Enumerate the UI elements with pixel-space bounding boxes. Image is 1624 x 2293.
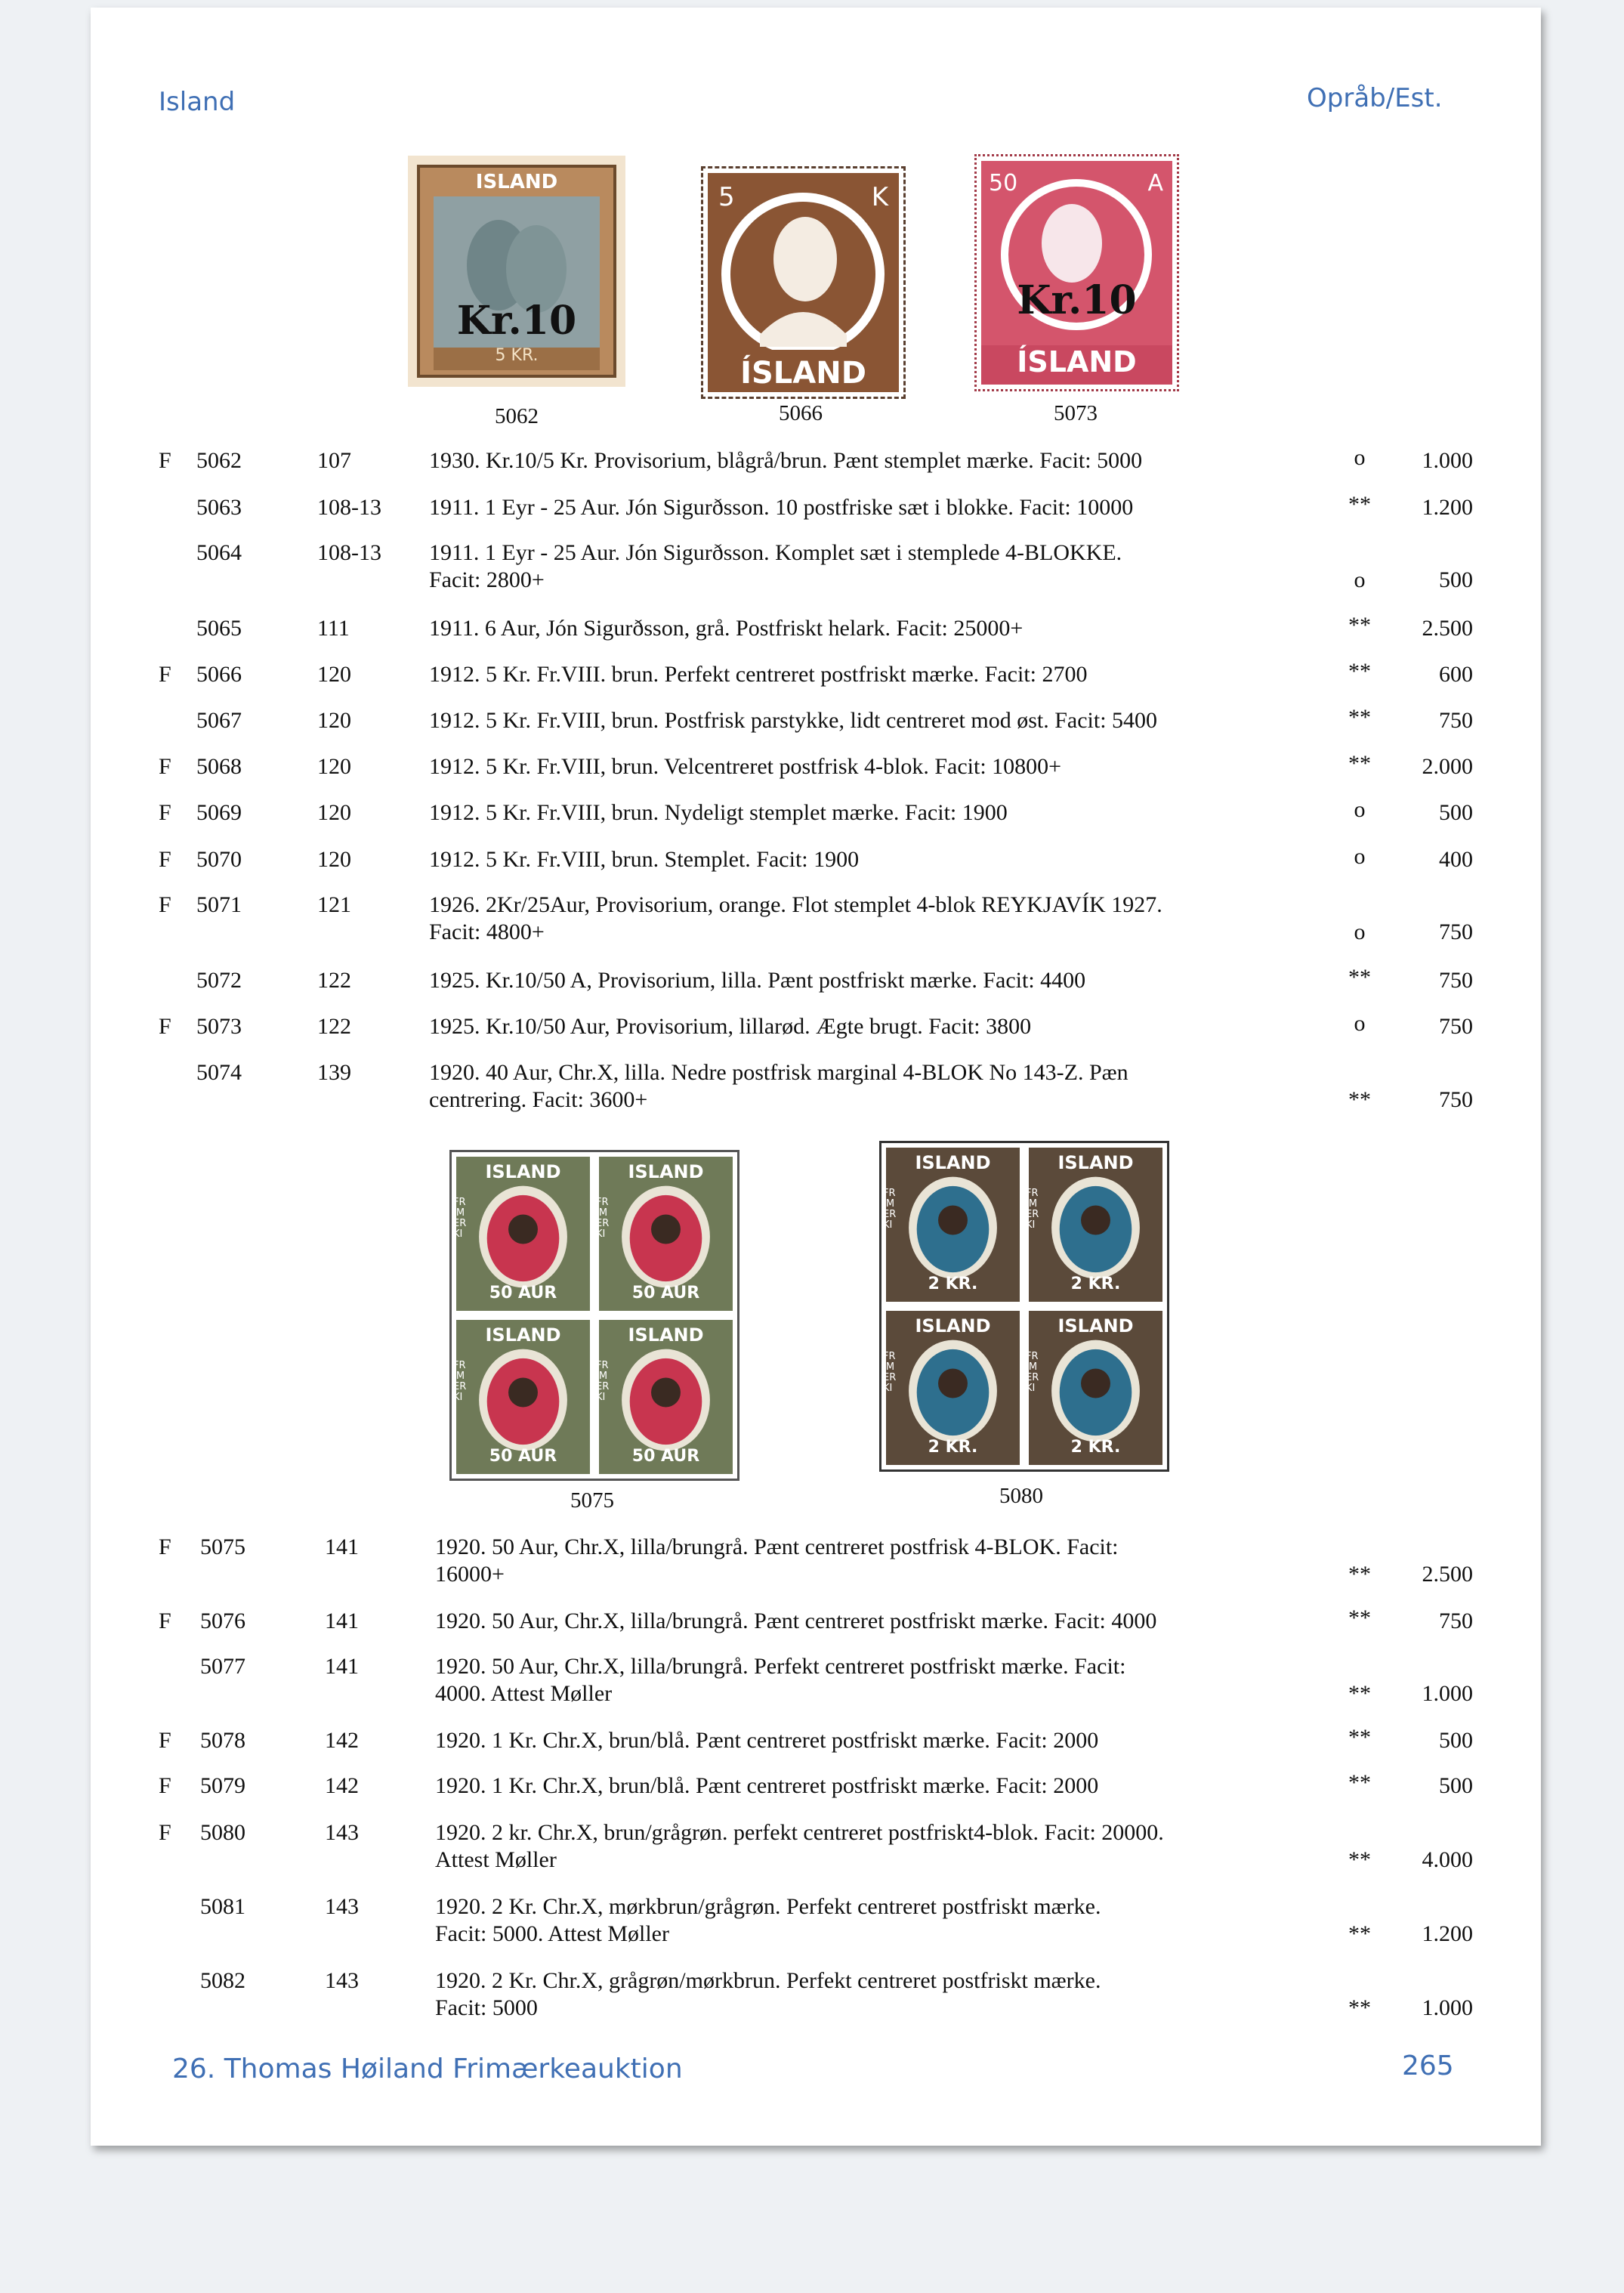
lot-number: 5075 <box>200 1534 245 1559</box>
lot-number: 5070 <box>196 847 242 872</box>
block-stamp-side-text: FRIMERKI <box>883 1188 897 1231</box>
lot-illustrated-flag: F <box>159 1773 171 1798</box>
lot-price: 2.500 <box>1422 616 1473 641</box>
lot-price: 750 <box>1439 1087 1473 1112</box>
lot-price: 1.200 <box>1422 1921 1473 1946</box>
lot-price: 750 <box>1439 968 1473 993</box>
lot-catalog-ref: 120 <box>317 662 351 687</box>
lot-number: 5077 <box>200 1654 245 1679</box>
lot-description: 1920. 1 Kr. Chr.X, brun/blå. Pænt centreret postfriskt mærke. Facit: 2000 <box>435 1728 1099 1753</box>
block-stamp-side-text: FRIMERKI <box>1026 1351 1039 1394</box>
lot-price: 500 <box>1439 567 1473 592</box>
stamp-5066-corner-right: K <box>871 182 888 212</box>
lot-price: 2.500 <box>1422 1562 1473 1587</box>
lot-condition: o <box>1354 844 1366 869</box>
block-stamp-side-text: FRIMERKI <box>883 1351 897 1394</box>
lot-illustrated-flag: F <box>159 662 171 687</box>
lot-description: 16000+ <box>435 1562 505 1587</box>
lot-condition: ** <box>1348 751 1371 776</box>
lot-catalog-ref: 143 <box>325 1894 359 1919</box>
stamp-5073-overprint: Kr.10 <box>1017 277 1137 323</box>
stamp-5066-corner-left: 5 <box>718 182 735 212</box>
lot-price: 1.000 <box>1422 1681 1473 1706</box>
block-stamp-side-text: FRIMERKI <box>596 1360 610 1403</box>
lot-number: 5079 <box>200 1773 245 1798</box>
lot-price: 600 <box>1439 662 1473 687</box>
stamp-image-5073[interactable] <box>974 154 1179 391</box>
lot-description: Facit: 2800+ <box>429 567 545 592</box>
lot-condition: ** <box>1348 1847 1371 1872</box>
block-stamp-value-text: 2 KR. <box>928 1275 978 1293</box>
stamp-caption-5062: 5062 <box>495 404 539 428</box>
lot-description: 1920. 50 Aur, Chr.X, lilla/brungrå. Perfekt centreret postfriskt mærke. Facit: <box>435 1654 1126 1679</box>
lot-illustrated-flag: F <box>159 800 171 825</box>
lot-catalog-ref: 139 <box>317 1060 351 1085</box>
lot-illustrated-flag: F <box>159 892 171 917</box>
lot-price: 2.000 <box>1422 754 1473 779</box>
block-stamp-side-text: FRIMERKI <box>1026 1188 1039 1231</box>
stamp-5062-value: 5 KR. <box>495 346 539 365</box>
lot-description: 1912. 5 Kr. Fr.VIII, brun. Postfrisk parstykke, lidt centreret mod øst. Facit: 5400 <box>429 708 1158 733</box>
lot-number: 5073 <box>196 1014 242 1039</box>
lot-description: 1911. 1 Eyr - 25 Aur. Jón Sigurðsson. Komplet sæt i stemplede 4-BLOKKE. <box>429 540 1122 565</box>
lot-description: Facit: 5000. Attest Møller <box>435 1921 669 1946</box>
lot-number: 5078 <box>200 1728 245 1753</box>
lot-catalog-ref: 142 <box>325 1773 359 1798</box>
footer-page-number: 265 <box>1402 2050 1454 2081</box>
block-stamp-value-text: 50 AUR <box>489 1447 557 1466</box>
lot-illustrated-flag: F <box>159 754 171 779</box>
lot-catalog-ref: 143 <box>325 1820 359 1845</box>
stamp-5062-overprint: Kr.10 <box>456 298 577 344</box>
lot-catalog-ref: 111 <box>317 616 350 641</box>
lot-catalog-ref: 122 <box>317 968 351 993</box>
lot-condition: o <box>1354 797 1366 822</box>
lot-condition: o <box>1354 445 1366 470</box>
header-country: Island <box>159 87 236 117</box>
block-stamp-country-text: ISLAND <box>628 1324 704 1346</box>
lot-catalog-ref: 108-13 <box>317 540 381 565</box>
lot-catalog-ref: 121 <box>317 892 351 917</box>
lot-description: Facit: 4800+ <box>429 919 545 944</box>
lot-illustrated-flag: F <box>159 1534 171 1559</box>
lot-catalog-ref: 120 <box>317 754 351 779</box>
lot-condition: ** <box>1348 1605 1371 1630</box>
block-stamp-country-text: ISLAND <box>485 1324 561 1346</box>
lot-illustrated-flag: F <box>159 1820 171 1845</box>
lot-condition: ** <box>1348 965 1371 990</box>
lot-catalog-ref: 141 <box>325 1608 359 1633</box>
lot-condition: ** <box>1348 659 1371 684</box>
lot-price: 400 <box>1439 847 1473 872</box>
lot-price: 1.000 <box>1422 448 1473 473</box>
stamp-5062-top-text: ISLAND <box>475 171 558 193</box>
lot-number: 5074 <box>196 1060 242 1085</box>
block-stamp-side-text: FRIMERKI <box>453 1197 467 1240</box>
lot-description: 1912. 5 Kr. Fr.VIII, brun. Stemplet. Facit: 1900 <box>429 847 860 872</box>
lot-condition: ** <box>1348 492 1371 517</box>
block-stamp-side-text: FRIMERKI <box>596 1197 610 1240</box>
lot-number: 5068 <box>196 754 242 779</box>
lot-number: 5065 <box>196 616 242 641</box>
lot-price: 750 <box>1439 708 1473 733</box>
lot-price: 750 <box>1439 919 1473 944</box>
lot-number: 5067 <box>196 708 242 733</box>
lot-catalog-ref: 108-13 <box>317 495 381 520</box>
lot-catalog-ref: 141 <box>325 1654 359 1679</box>
lot-description: 1911. 1 Eyr - 25 Aur. Jón Sigurðsson. 10 postfriske sæt i blokke. Facit: 10000 <box>429 495 1134 520</box>
stamp-caption-5066: 5066 <box>779 401 823 425</box>
lot-price: 500 <box>1439 1773 1473 1798</box>
lot-number: 5076 <box>200 1608 245 1633</box>
lot-condition: ** <box>1348 613 1371 638</box>
lot-condition: ** <box>1348 1921 1371 1946</box>
lot-number: 5069 <box>196 800 242 825</box>
lot-catalog-ref: 120 <box>317 708 351 733</box>
lot-condition: ** <box>1348 1562 1371 1587</box>
lot-catalog-ref: 107 <box>317 448 351 473</box>
lot-number: 5082 <box>200 1968 245 1993</box>
lot-description: 1920. 1 Kr. Chr.X, brun/blå. Pænt centreret postfriskt mærke. Facit: 2000 <box>435 1773 1099 1798</box>
lot-description: 1920. 2 Kr. Chr.X, grågrøn/mørkbrun. Perfekt centreret postfriskt mærke. <box>435 1968 1101 1993</box>
lot-number: 5071 <box>196 892 242 917</box>
lot-catalog-ref: 120 <box>317 847 351 872</box>
stamp-5073-corner-right: A <box>1147 170 1163 196</box>
block-stamp-country-text: ISLAND <box>485 1161 561 1182</box>
block-stamp-country-text: ISLAND <box>1057 1152 1134 1173</box>
lot-number: 5062 <box>196 448 242 473</box>
lot-price: 1.200 <box>1422 495 1473 520</box>
lot-condition: ** <box>1348 1770 1371 1795</box>
lot-price: 500 <box>1439 1728 1473 1753</box>
lot-illustrated-flag: F <box>159 1608 171 1633</box>
lot-illustrated-flag: F <box>159 847 171 872</box>
lot-illustrated-flag: F <box>159 448 171 473</box>
block-stamp-country-text: ISLAND <box>915 1315 991 1337</box>
lot-condition: ** <box>1348 1681 1371 1706</box>
lot-description: 1930. Kr.10/5 Kr. Provisorium, blågrå/brun. Pænt stemplet mærke. Facit: 5000 <box>429 448 1143 473</box>
block-stamp-value-text: 2 KR. <box>928 1438 978 1457</box>
block-stamp-country-text: ISLAND <box>915 1152 991 1173</box>
stamp-5066-country: ÍSLAND <box>740 356 866 391</box>
lot-description: 1912. 5 Kr. Fr.VIII. brun. Perfekt centreret postfriskt mærke. Facit: 2700 <box>429 662 1088 687</box>
lot-description: 1920. 50 Aur, Chr.X, lilla/brungrå. Pænt centreret postfrisk 4-BLOK. Facit: <box>435 1534 1119 1559</box>
lot-number: 5080 <box>200 1820 245 1845</box>
lot-description: 1920. 50 Aur, Chr.X, lilla/brungrå. Pænt centreret postfriskt mærke. Facit: 4000 <box>435 1608 1157 1633</box>
lot-condition: ** <box>1348 1725 1371 1750</box>
stamp-block-image-5080[interactable] <box>879 1141 1169 1472</box>
catalog-page <box>91 8 1541 2146</box>
lot-description: 4000. Attest Møller <box>435 1681 613 1706</box>
stamp-caption-5080: 5080 <box>999 1484 1043 1508</box>
lot-price: 750 <box>1439 1608 1473 1633</box>
lot-catalog-ref: 142 <box>325 1728 359 1753</box>
stamp-image-5062[interactable] <box>408 156 625 387</box>
lot-condition: o <box>1354 567 1366 592</box>
stamp-5073-corner-left: 50 <box>989 170 1018 196</box>
stamp-caption-5075: 5075 <box>570 1488 614 1513</box>
block-stamp-value-text: 50 AUR <box>631 1284 700 1303</box>
lot-description: Facit: 5000 <box>435 1995 538 2020</box>
lot-catalog-ref: 141 <box>325 1534 359 1559</box>
lot-price: 4.000 <box>1422 1847 1473 1872</box>
lot-condition: o <box>1354 1011 1366 1036</box>
lot-price: 1.000 <box>1422 1995 1473 2020</box>
lot-number: 5081 <box>200 1894 245 1919</box>
block-stamp-country-text: ISLAND <box>628 1161 704 1182</box>
lot-condition: ** <box>1348 1087 1371 1112</box>
lot-description: 1920. 2 kr. Chr.X, brun/grågrøn. perfekt centreret postfriskt4-blok. Facit: 20000. <box>435 1820 1164 1845</box>
lot-number: 5064 <box>196 540 242 565</box>
lot-illustrated-flag: F <box>159 1728 171 1753</box>
lot-description: Attest Møller <box>435 1847 557 1872</box>
lot-description: 1925. Kr.10/50 A, Provisorium, lilla. Pænt postfriskt mærke. Facit: 4400 <box>429 968 1086 993</box>
lot-illustrated-flag: F <box>159 1014 171 1039</box>
lot-number: 5066 <box>196 662 242 687</box>
block-stamp-country-text: ISLAND <box>1057 1315 1134 1337</box>
lot-condition: o <box>1354 919 1366 944</box>
header-price-label: Opråb/Est. <box>1307 83 1443 113</box>
lot-condition: ** <box>1348 705 1371 730</box>
lot-number: 5063 <box>196 495 242 520</box>
stamp-block-image-5075[interactable] <box>449 1150 739 1481</box>
lot-description: 1925. Kr.10/50 Aur, Provisorium, lillarød. Ægte brugt. Facit: 3800 <box>429 1014 1032 1039</box>
block-stamp-side-text: FRIMERKI <box>453 1360 467 1403</box>
footer-auction-title: 26. Thomas Høiland Frimærkeauktion <box>172 2054 683 2084</box>
lot-description: 1920. 40 Aur, Chr.X, lilla. Nedre postfrisk marginal 4-BLOK No 143-Z. Pæn <box>429 1060 1128 1085</box>
lot-description: 1911. 6 Aur, Jón Sigurðsson, grå. Postfriskt helark. Facit: 25000+ <box>429 616 1023 641</box>
block-stamp-value-text: 50 AUR <box>631 1447 700 1466</box>
block-stamp-value-text: 2 KR. <box>1070 1275 1121 1293</box>
lot-catalog-ref: 122 <box>317 1014 351 1039</box>
lot-description: 1912. 5 Kr. Fr.VIII, brun. Velcentreret postfrisk 4-blok. Facit: 10800+ <box>429 754 1062 779</box>
lot-price: 500 <box>1439 800 1473 825</box>
lot-description: 1912. 5 Kr. Fr.VIII, brun. Nydeligt stemplet mærke. Facit: 1900 <box>429 800 1008 825</box>
block-stamp-value-text: 50 AUR <box>489 1284 557 1303</box>
lot-description: 1920. 2 Kr. Chr.X, mørkbrun/grågrøn. Perfekt centreret postfriskt mærke. <box>435 1894 1101 1919</box>
lot-description: centrering. Facit: 3600+ <box>429 1087 648 1112</box>
block-stamp-value-text: 2 KR. <box>1070 1438 1121 1457</box>
lot-number: 5072 <box>196 968 242 993</box>
stamp-image-5066[interactable] <box>701 166 906 399</box>
lot-description: 1926. 2Kr/25Aur, Provisorium, orange. Flot stemplet 4-blok REYKJAVÍK 1927. <box>429 892 1162 917</box>
lot-catalog-ref: 143 <box>325 1968 359 1993</box>
lot-price: 750 <box>1439 1014 1473 1039</box>
lot-condition: ** <box>1348 1995 1371 2020</box>
stamp-5073-country: ÍSLAND <box>1017 345 1137 379</box>
stamp-caption-5073: 5073 <box>1054 401 1098 425</box>
lot-catalog-ref: 120 <box>317 800 351 825</box>
